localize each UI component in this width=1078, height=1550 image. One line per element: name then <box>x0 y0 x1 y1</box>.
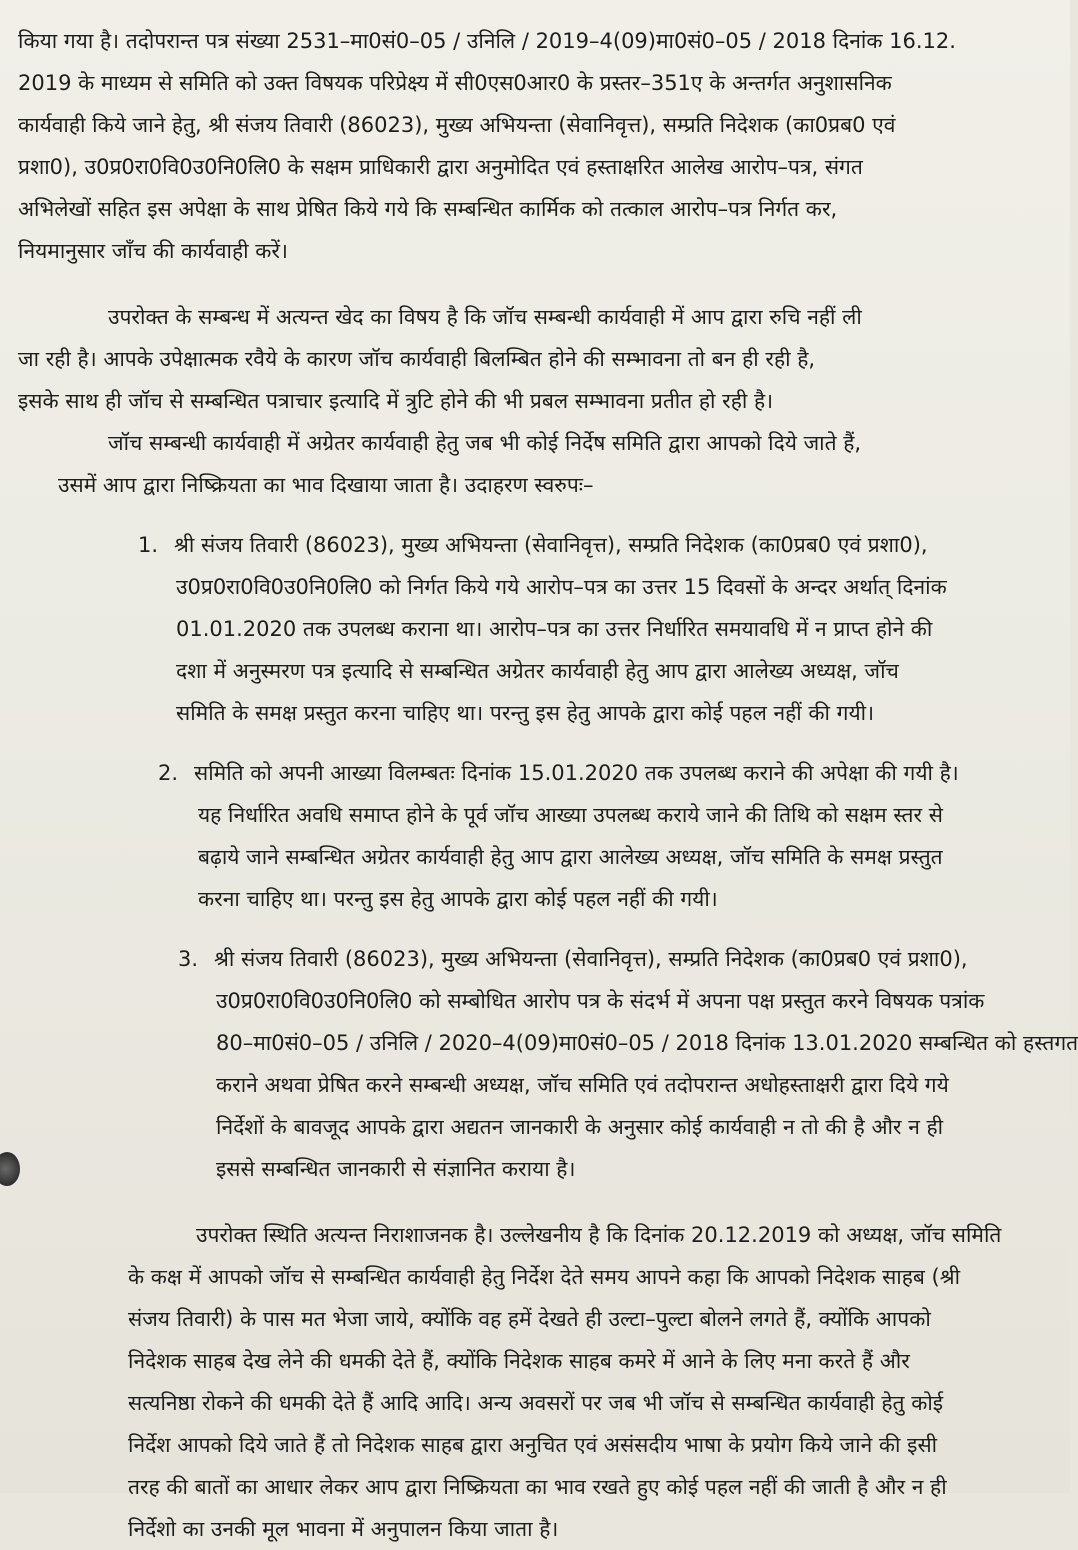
text-line: के कक्ष में आपको जॉच से सम्बन्धित कार्यवाही हेतु निर्देश देते समय आपने कहा कि आपको निदेशक साहब (श्री <box>128 1264 961 1289</box>
list-item-first-line <box>18 938 1042 980</box>
text-line: सत्यनिष्ठा रोकने की धमकी देते हैं आदि आदि। अन्य अवसरों पर जब भी जॉच से सम्बन्धित कार्यवाही हेतु कोई <box>128 1390 944 1415</box>
text-line: इससे सम्बन्धित जानकारी से संज्ञानित कराया है। <box>216 1156 576 1181</box>
text-line: श्री संजय तिवारी (86023), मुख्य अभियन्ता (सेवानिवृत्त), सम्प्रति निदेशक (का0प्रब0 एवं प्रशा0), <box>214 946 968 971</box>
text-line: समिति को अपनी आख्या विलम्बतः दिनांक 15.01.2020 तक उपलब्ध कराने की अपेक्षा की गयी है। <box>194 760 959 785</box>
text-line: जा रही है। आपके उपेक्षात्मक रवैये के कारण जॉच कार्यवाही बिलम्बित होने की सम्भावना तो बन ही रही है, <box>18 346 816 371</box>
text-line: किया गया है। तदोपरान्त पत्र संख्या 2531–मा0सं0–05 / उनिलि / 2019–4(09)मा0सं0–05 / 2018 दिनांक 16.12. <box>18 28 956 53</box>
text-line: तरह की बातों का आधार लेकर आप द्वारा निष्क्रियता का भाव रखते हुए कोई पहल नहीं की जाती है और न ही <box>128 1474 947 1499</box>
list-item-first-line <box>18 524 1042 566</box>
list-number: 1. <box>138 532 159 557</box>
text-line: 2019 के माध्यम से समिति को उक्त विषयक परिप्रेक्ष्य में सी0एस0आर0 के प्रस्तर–351ए के अन्तर्गत अनुशासनिक <box>18 70 892 95</box>
text-line: उपरोक्त के सम्बन्ध में अत्यन्त खेद का विषय है कि जॉच सम्बन्धी कार्यवाही में आप द्वारा रुचि नहीं ली <box>108 304 862 329</box>
paragraph-2 <box>18 296 1042 422</box>
list-item-3 <box>18 938 1078 1190</box>
text-line: अभिलेखों सहित इस अपेक्षा के साथ प्रेषित किये गये कि सम्बन्धित कार्मिक को तत्काल आरोप–पत्र निर्गत कर, <box>18 196 838 221</box>
text-line: प्रशा0), उ0प्र0रा0वि0उ0नि0लि0 के सक्षम प्राधिकारी द्वारा अनुमोदित एवं हस्ताक्षरित आलेख आरोप–पत्र, संगत <box>18 154 863 179</box>
text-line: निदेशक साहब देख लेने की धमकी देते हैं, क्योंकि निदेशक साहब कमरे में आने के लिए मना करते हैं और <box>128 1348 910 1373</box>
text-line: उसमें आप द्वारा निष्क्रियता का भाव दिखाया जाता है। उदाहरण स्वरुपः– <box>58 472 594 497</box>
text-line: 01.01.2020 तक उपलब्ध कराना था। आरोप–पत्र का उत्तर निर्धारित समयावधि में न प्राप्त होने की <box>176 616 933 641</box>
text-line: उ0प्र0रा0वि0उ0नि0लि0 को निर्गत किये गये आरोप–पत्र का उत्तर 15 दिवसों के अन्दर अर्थात् दिनांक <box>176 574 947 599</box>
paragraph-4 <box>18 1214 1042 1550</box>
text-line: कार्यवाही किये जाने हेतु, श्री संजय तिवारी (86023), मुख्य अभियन्ता (सेवानिवृत्त), सम्प्रति निदेशक (का0प्रब0 एवं <box>18 112 896 137</box>
text-line: नियमानुसार जाँच की कार्यवाही करें। <box>18 238 288 263</box>
paragraph-3 <box>18 422 1042 506</box>
text-line: 80–मा0सं0–05 / उनिलि / 2020–4(09)मा0सं0–05 / 2018 दिनांक 13.01.2020 सम्बन्धित को हस्तगत <box>216 1030 1078 1055</box>
list-number: 3. <box>178 946 199 971</box>
list-number: 2. <box>158 760 179 785</box>
text-line: यह निर्धारित अवधि समाप्त होने के पूर्व जॉच आख्या उपलब्ध कराये जाने की तिथि को सक्षम स्तर से <box>198 802 943 827</box>
text-line: कराने अथवा प्रेषित करने सम्बन्धी अध्यक्ष, जॉच समिति एवं तदोपरान्त अधोहस्ताक्षरी द्वारा दिये गये <box>216 1072 949 1097</box>
text-line: बढ़ाये जाने सम्बन्धित अग्रेतर कार्यवाही हेतु आप द्वारा आलेख्य अध्यक्ष, जॉच समिति के समक्ष प्रस्तुत <box>198 844 943 869</box>
text-line: श्री संजय तिवारी (86023), मुख्य अभियन्ता (सेवानिवृत्त), सम्प्रति निदेशक (का0प्रब0 एवं प्रशा0), <box>174 532 928 557</box>
text-line: दशा में अनुस्मरण पत्र इत्यादि से सम्बन्धित अग्रेतर कार्यवाही हेतु आप द्वारा आलेख्य अध्यक्ष, जॉच <box>176 658 899 683</box>
text-line: उ0प्र0रा0वि0उ0नि0लि0 को सम्बोधित आरोप पत्र के संदर्भ में अपना पक्ष प्रस्तुत करने विषयक पत्रांक <box>216 988 985 1013</box>
text-line: जॉच सम्बन्धी कार्यवाही में अग्रेतर कार्यवाही हेतु जब भी कोई निर्देष समिति द्वारा आपको दिये जाते हैं, <box>108 430 862 455</box>
text-line: निर्देशों के बावजूद आपके द्वारा अद्यतन जानकारी के अनुसार कोई कार्यवाही न तो की है और न ही <box>216 1114 944 1139</box>
list-item-2 <box>18 752 1042 920</box>
text-line: उपरोक्त स्थिति अत्यन्त निराशाजनक है। उल्लेखनीय है कि दिनांक 20.12.2019 को अध्यक्ष, जॉच समिति <box>196 1222 1002 1247</box>
text-line: समिति के समक्ष प्रस्तुत करना चाहिए था। परन्तु इस हेतु आपके द्वारा कोई पहल नहीं की गयी। <box>176 700 875 725</box>
text-line: निर्देशो का उनकी मूल भावना में अनुपालन किया जाता है। <box>128 1516 559 1541</box>
paragraph-1 <box>18 20 1042 272</box>
text-line: संजय तिवारी) के पास मत भेजा जाये, क्योंकि वह हमें देखते ही उल्टा–पुल्टा बोलने लगते हैं, क्योंकि आपको <box>128 1306 931 1331</box>
text-line: निर्देश आपको दिये जाते हैं तो निदेशक साहब द्वारा अनुचित एवं असंसदीय भाषा के प्रयोग किये जाने की इसी <box>128 1432 938 1457</box>
text-line: करना चाहिए था। परन्तु इस हेतु आपके द्वारा कोई पहल नहीं की गयी। <box>198 886 718 911</box>
text-line: इसके साथ ही जॉच से सम्बन्धित पत्राचार इत्यादि में त्रुटि होने की भी प्रबल सम्भावना प्रतीत हो रही है। <box>18 388 774 413</box>
list-item-first-line <box>18 752 1042 794</box>
punch-hole <box>0 1152 20 1186</box>
list-item-1 <box>18 524 1042 734</box>
